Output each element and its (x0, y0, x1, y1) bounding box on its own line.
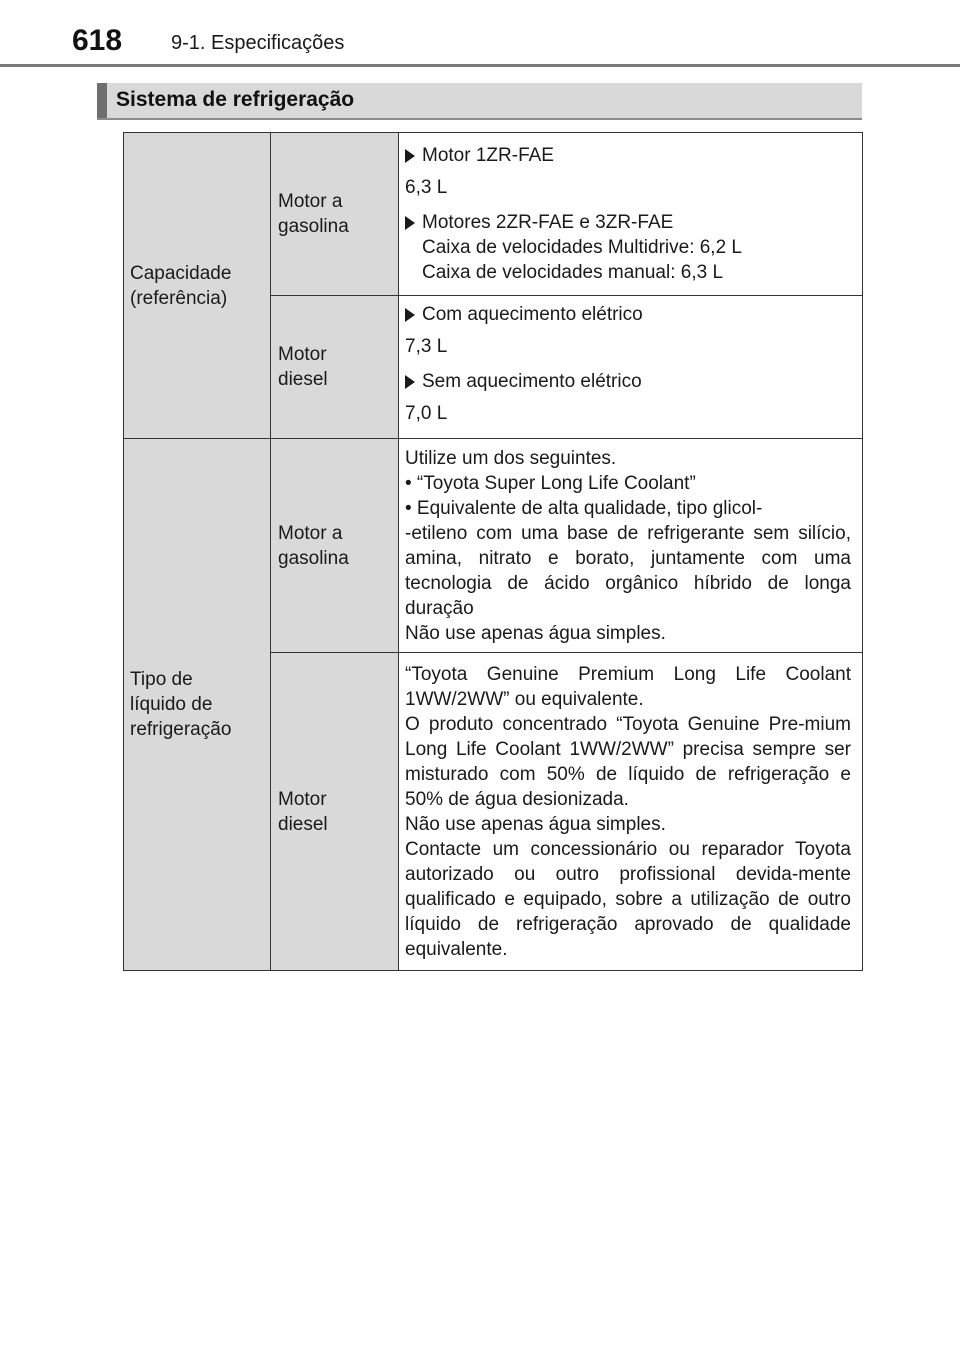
multidrive-capacity: Caixa de velocidades Multidrive: 6,2 L (422, 237, 743, 258)
list-item (405, 143, 851, 168)
coolant-description: -etileno com uma base de refrigerante sem silício, amina, nitrato e borato, juntamente com uma tecnologia de ácido orgânico híbrido de longa duração (405, 522, 851, 619)
diesel-engine-label-cell (271, 653, 399, 971)
cooling-system-spec-table (123, 132, 863, 971)
coolant-type-label: refrigeração (130, 719, 232, 740)
gasoline-engine-label: gasolina (278, 547, 349, 569)
gasoline-engine-label: Motor a (278, 522, 343, 544)
triangle-bullet-icon (405, 210, 422, 235)
diesel-coolant-spec: “Toyota Genuine Premium Long Life Coolant 1WW/2WW” ou equivalente. (405, 663, 851, 710)
coolant-option-toyota: • “Toyota Super Long Life Coolant” (405, 472, 696, 494)
diesel-engine-label: Motor (278, 788, 327, 810)
triangle-bullet-icon (405, 143, 422, 168)
engine-1zr-heading: Motor 1ZR-FAE (422, 145, 554, 166)
header-rule (0, 64, 960, 67)
with-heater-heading: Com aquecimento elétrico (422, 304, 643, 325)
list-item (405, 210, 851, 235)
diesel-coolant-dealer-note: Contacte um concessionário ou reparador Toyota autorizado ou outro profissional devida-mente qualificado e equipado, sobre a utilização de outro líquido de refrigeração aprovado de qualidade equivalente. (405, 838, 851, 960)
gasoline-engine-label: Motor a (278, 191, 343, 212)
list-item (405, 302, 851, 327)
engine-1zr-value: 6,3 L (405, 177, 448, 198)
gasoline-engine-label: gasolina (278, 216, 349, 237)
section-bar-accent (97, 83, 107, 118)
gasoline-engine-label-cell (271, 439, 399, 653)
list-item (405, 369, 851, 394)
without-heater-value: 7,0 L (405, 403, 448, 424)
gasoline-capacity-cell (399, 133, 863, 296)
diesel-coolant-warning: Não use apenas água simples. (405, 813, 666, 835)
without-heater-heading: Sem aquecimento elétrico (422, 371, 642, 392)
diesel-engine-label: diesel (278, 813, 328, 835)
manual-capacity: Caixa de velocidades manual: 6,3 L (422, 262, 724, 283)
capacity-label-cell (124, 133, 271, 439)
table-row (124, 133, 863, 296)
capacity-label: Capacidade (130, 262, 232, 284)
page-number: 618 (72, 24, 123, 57)
engine-2zr-3zr-heading: Motores 2ZR-FAE e 3ZR-FAE (422, 212, 674, 233)
diesel-engine-label: Motor (278, 344, 327, 365)
coolant-type-label-cell (124, 439, 271, 971)
section-reference: 9-1. Especificações (171, 32, 345, 54)
diesel-coolant-cell (399, 653, 863, 971)
section-title-bar (97, 83, 862, 120)
diesel-coolant-mix: O produto concentrado “Toyota Genuine Pre-mium Long Life Coolant 1WW/2WW” precisa sempre ser misturado com 50% de líquido de refrigeração e 50% de água desionizada. (405, 713, 851, 810)
triangle-bullet-icon (405, 302, 422, 327)
gasoline-coolant-cell (399, 439, 863, 653)
gasoline-engine-label-cell (271, 133, 399, 296)
with-heater-value: 7,3 L (405, 336, 448, 357)
diesel-capacity-cell (399, 296, 863, 439)
coolant-warning: Não use apenas água simples. (405, 622, 666, 644)
coolant-intro: Utilize um dos seguintes. (405, 447, 617, 469)
page-header (0, 0, 960, 70)
table-row (124, 439, 863, 653)
engine-2zr-3zr-values (405, 235, 851, 285)
coolant-option-equivalent: • Equivalente de alta qualidade, tipo glicol- (405, 497, 763, 519)
coolant-type-label: líquido de (130, 694, 213, 715)
diesel-engine-label-cell (271, 296, 399, 439)
capacity-label: (referência) (130, 287, 228, 309)
section-title: Sistema de refrigeração (116, 88, 355, 111)
triangle-bullet-icon (405, 369, 422, 394)
coolant-type-label: Tipo de (130, 669, 193, 690)
diesel-engine-label: diesel (278, 369, 328, 390)
